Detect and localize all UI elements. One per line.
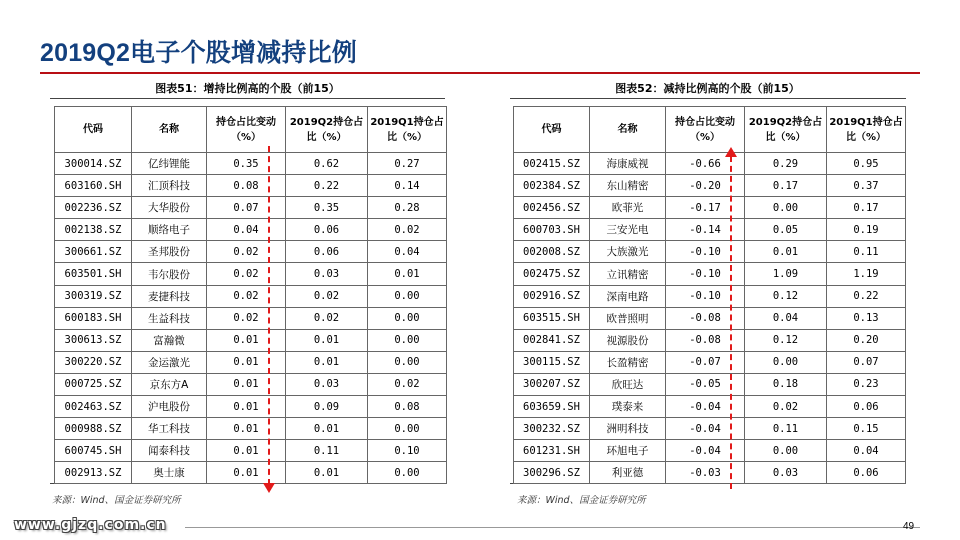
cell-q1-share: 0.04 xyxy=(368,241,447,263)
cell-change: -0.14 xyxy=(666,219,745,241)
cell-code: 002475.SZ xyxy=(514,263,590,285)
cell-q2-share: 0.29 xyxy=(745,153,827,175)
cell-code: 601231.SH xyxy=(514,440,590,462)
cell-q2-share: 0.11 xyxy=(745,418,827,440)
table-row xyxy=(514,285,906,307)
cell-change: 0.04 xyxy=(207,219,286,241)
table-row xyxy=(514,373,906,395)
cell-code: 600745.SH xyxy=(55,440,132,462)
cell-code: 002841.SZ xyxy=(514,329,590,351)
cell-q2-share: 0.01 xyxy=(745,241,827,263)
cell-q2-share: 0.09 xyxy=(286,396,368,418)
table-row xyxy=(514,396,906,418)
table-row xyxy=(514,153,906,175)
cell-code: 603659.SH xyxy=(514,396,590,418)
cell-name: 三安光电 xyxy=(590,219,666,241)
cell-code: 603501.SH xyxy=(55,263,132,285)
table-row xyxy=(55,175,447,197)
cell-change: -0.20 xyxy=(666,175,745,197)
cell-change: -0.04 xyxy=(666,396,745,418)
cell-name: 亿纬锂能 xyxy=(132,153,207,175)
header-q1-share: 2019Q1持仓占比（%） xyxy=(368,107,447,153)
cell-name: 生益科技 xyxy=(132,307,207,329)
up-arrow-icon xyxy=(725,147,737,157)
cell-q1-share: 0.10 xyxy=(368,440,447,462)
table-row xyxy=(514,219,906,241)
cell-change: -0.10 xyxy=(666,285,745,307)
cell-q2-share: 1.09 xyxy=(745,263,827,285)
cell-q1-share: 0.14 xyxy=(368,175,447,197)
cell-q1-share: 0.00 xyxy=(368,329,447,351)
cell-change: 0.02 xyxy=(207,241,286,263)
cell-name: 沪电股份 xyxy=(132,396,207,418)
cell-q2-share: 0.11 xyxy=(286,440,368,462)
header-q2-share: 2019Q2持仓占比（%） xyxy=(286,107,368,153)
table-header-row xyxy=(514,107,906,153)
cell-change: -0.07 xyxy=(666,351,745,373)
cell-change: 0.02 xyxy=(207,263,286,285)
cell-name: 欣旺达 xyxy=(590,373,666,395)
cell-q2-share: 0.03 xyxy=(286,373,368,395)
cell-code: 002384.SZ xyxy=(514,175,590,197)
table-row xyxy=(514,241,906,263)
cell-change: 0.01 xyxy=(207,396,286,418)
cell-code: 000725.SZ xyxy=(55,373,132,395)
cell-q2-share: 0.17 xyxy=(745,175,827,197)
cell-name: 大华股份 xyxy=(132,197,207,219)
cell-code: 300661.SZ xyxy=(55,241,132,263)
cell-q2-share: 0.62 xyxy=(286,153,368,175)
cell-q1-share: 0.06 xyxy=(827,462,906,484)
cell-change: 0.02 xyxy=(207,307,286,329)
header-q1-share: 2019Q1持仓占比（%） xyxy=(827,107,906,153)
cell-q2-share: 0.02 xyxy=(286,307,368,329)
cell-q2-share: 0.03 xyxy=(286,263,368,285)
cell-name: 视源股份 xyxy=(590,329,666,351)
cell-q1-share: 0.08 xyxy=(368,396,447,418)
cell-q2-share: 0.02 xyxy=(286,285,368,307)
cell-name: 欧菲光 xyxy=(590,197,666,219)
table-header-row xyxy=(55,107,447,153)
header-code: 代码 xyxy=(514,107,590,153)
cell-q1-share: 0.01 xyxy=(368,263,447,285)
cell-q1-share: 0.23 xyxy=(827,373,906,395)
cell-code: 300613.SZ xyxy=(55,329,132,351)
rise-trend-marker-line xyxy=(730,156,732,489)
cell-name: 麦捷科技 xyxy=(132,285,207,307)
cell-code: 300296.SZ xyxy=(514,462,590,484)
cell-code: 600183.SH xyxy=(55,307,132,329)
cell-q1-share: 0.20 xyxy=(827,329,906,351)
cell-name: 东山精密 xyxy=(590,175,666,197)
cell-name: 京东方A xyxy=(132,373,207,395)
cell-name: 长盈精密 xyxy=(590,351,666,373)
cell-name: 环旭电子 xyxy=(590,440,666,462)
table-row xyxy=(55,263,447,285)
table-row xyxy=(514,329,906,351)
table-row xyxy=(55,462,447,484)
cell-q2-share: 0.22 xyxy=(286,175,368,197)
cell-change: 0.08 xyxy=(207,175,286,197)
table-row xyxy=(514,197,906,219)
header-name: 名称 xyxy=(590,107,666,153)
table-row xyxy=(55,197,447,219)
cell-q1-share: 0.27 xyxy=(368,153,447,175)
cell-code: 603515.SH xyxy=(514,307,590,329)
cell-change: -0.08 xyxy=(666,329,745,351)
table-row xyxy=(514,351,906,373)
right-source-note: 来源：Wind、国金证券研究所 xyxy=(517,495,646,506)
cell-code: 002008.SZ xyxy=(514,241,590,263)
cell-name: 欧普照明 xyxy=(590,307,666,329)
cell-q1-share: 0.00 xyxy=(368,351,447,373)
cell-q2-share: 0.35 xyxy=(286,197,368,219)
table-row xyxy=(514,418,906,440)
cell-code: 000988.SZ xyxy=(55,418,132,440)
cell-name: 闻泰科技 xyxy=(132,440,207,462)
website-watermark: www.gjzq.com.cn xyxy=(14,517,167,533)
cell-q2-share: 0.18 xyxy=(745,373,827,395)
table-row xyxy=(55,241,447,263)
cell-q2-share: 0.02 xyxy=(745,396,827,418)
table-row xyxy=(55,418,447,440)
header-name: 名称 xyxy=(132,107,207,153)
cell-q2-share: 0.12 xyxy=(745,285,827,307)
header-q2-share: 2019Q2持仓占比（%） xyxy=(745,107,827,153)
cell-code: 002236.SZ xyxy=(55,197,132,219)
cell-name: 洲明科技 xyxy=(590,418,666,440)
cell-change: -0.10 xyxy=(666,241,745,263)
table-row xyxy=(55,396,447,418)
cell-change: 0.35 xyxy=(207,153,286,175)
cell-code: 300115.SZ xyxy=(514,351,590,373)
table-row xyxy=(514,462,906,484)
cell-change: 0.01 xyxy=(207,462,286,484)
cell-change: 0.01 xyxy=(207,351,286,373)
table-row xyxy=(55,285,447,307)
cell-code: 300319.SZ xyxy=(55,285,132,307)
title-divider xyxy=(40,72,920,74)
table-row xyxy=(514,440,906,462)
cell-change: -0.04 xyxy=(666,440,745,462)
cell-code: 002456.SZ xyxy=(514,197,590,219)
down-arrow-icon xyxy=(263,483,275,493)
cell-name: 汇顶科技 xyxy=(132,175,207,197)
cell-name: 金运激光 xyxy=(132,351,207,373)
table-row xyxy=(55,440,447,462)
cell-q2-share: 0.00 xyxy=(745,440,827,462)
cell-q1-share: 0.02 xyxy=(368,373,447,395)
cell-q1-share: 0.00 xyxy=(368,462,447,484)
cell-code: 300220.SZ xyxy=(55,351,132,373)
header-change: 持仓占比变动（%） xyxy=(207,107,286,153)
cell-name: 奥士康 xyxy=(132,462,207,484)
cell-code: 002913.SZ xyxy=(55,462,132,484)
cell-q1-share: 0.19 xyxy=(827,219,906,241)
cell-name: 璞泰来 xyxy=(590,396,666,418)
cell-name: 深南电路 xyxy=(590,285,666,307)
table-row xyxy=(55,219,447,241)
cell-q2-share: 0.05 xyxy=(745,219,827,241)
cell-change: -0.10 xyxy=(666,263,745,285)
cell-name: 利亚德 xyxy=(590,462,666,484)
cell-change: 0.07 xyxy=(207,197,286,219)
cell-change: -0.04 xyxy=(666,418,745,440)
decrease-holdings-table xyxy=(513,106,906,484)
header-code: 代码 xyxy=(55,107,132,153)
cell-q1-share: 0.15 xyxy=(827,418,906,440)
cell-q1-share: 0.00 xyxy=(368,418,447,440)
cell-q2-share: 0.06 xyxy=(286,241,368,263)
cell-q2-share: 0.01 xyxy=(286,351,368,373)
cell-code: 002916.SZ xyxy=(514,285,590,307)
cell-name: 富瀚微 xyxy=(132,329,207,351)
cell-name: 圣邦股份 xyxy=(132,241,207,263)
cell-change: -0.05 xyxy=(666,373,745,395)
cell-name: 顺络电子 xyxy=(132,219,207,241)
page-title: 2019Q2电子个股增减持比例 xyxy=(40,39,357,67)
cell-name: 大族激光 xyxy=(590,241,666,263)
table-row xyxy=(55,153,447,175)
cell-name: 韦尔股份 xyxy=(132,263,207,285)
cell-change: -0.17 xyxy=(666,197,745,219)
cell-q1-share: 0.06 xyxy=(827,396,906,418)
header-change: 持仓占比变动（%） xyxy=(666,107,745,153)
table-row xyxy=(55,329,447,351)
cell-q2-share: 0.03 xyxy=(745,462,827,484)
cell-q1-share: 0.22 xyxy=(827,285,906,307)
cell-q1-share: 0.00 xyxy=(368,285,447,307)
cell-code: 002415.SZ xyxy=(514,153,590,175)
cell-q1-share: 0.11 xyxy=(827,241,906,263)
cell-q2-share: 0.00 xyxy=(745,351,827,373)
cell-change: -0.08 xyxy=(666,307,745,329)
cell-q1-share: 1.19 xyxy=(827,263,906,285)
table-row xyxy=(55,351,447,373)
cell-q1-share: 0.02 xyxy=(368,219,447,241)
cell-name: 华工科技 xyxy=(132,418,207,440)
cell-q2-share: 0.04 xyxy=(745,307,827,329)
left-table-caption: 图表51：增持比例高的个股（前15） xyxy=(155,82,340,95)
table-row xyxy=(514,263,906,285)
footer-divider xyxy=(185,527,920,528)
cell-change: 0.01 xyxy=(207,373,286,395)
cell-q1-share: 0.37 xyxy=(827,175,906,197)
cell-q1-share: 0.13 xyxy=(827,307,906,329)
cell-code: 603160.SH xyxy=(55,175,132,197)
increase-holdings-table xyxy=(54,106,447,484)
left-source-note: 来源：Wind、国金证券研究所 xyxy=(52,495,181,506)
decline-trend-marker-line xyxy=(268,146,270,485)
cell-change: -0.03 xyxy=(666,462,745,484)
cell-name: 海康威视 xyxy=(590,153,666,175)
cell-q2-share: 0.12 xyxy=(745,329,827,351)
cell-q2-share: 0.00 xyxy=(745,197,827,219)
cell-q1-share: 0.07 xyxy=(827,351,906,373)
cell-change: 0.01 xyxy=(207,440,286,462)
cell-code: 300207.SZ xyxy=(514,373,590,395)
cell-q1-share: 0.00 xyxy=(368,307,447,329)
cell-q1-share: 0.95 xyxy=(827,153,906,175)
cell-q1-share: 0.17 xyxy=(827,197,906,219)
cell-code: 002463.SZ xyxy=(55,396,132,418)
table-row xyxy=(55,373,447,395)
page-number: 49 xyxy=(903,521,915,532)
cell-q1-share: 0.04 xyxy=(827,440,906,462)
cell-change: 0.01 xyxy=(207,418,286,440)
cell-code: 300232.SZ xyxy=(514,418,590,440)
cell-name: 立讯精密 xyxy=(590,263,666,285)
cell-code: 300014.SZ xyxy=(55,153,132,175)
cell-q1-share: 0.28 xyxy=(368,197,447,219)
cell-change: -0.66 xyxy=(666,153,745,175)
cell-change: 0.01 xyxy=(207,329,286,351)
cell-code: 002138.SZ xyxy=(55,219,132,241)
table-row xyxy=(514,175,906,197)
cell-code: 600703.SH xyxy=(514,219,590,241)
cell-q2-share: 0.01 xyxy=(286,462,368,484)
cell-q2-share: 0.01 xyxy=(286,329,368,351)
cell-q2-share: 0.06 xyxy=(286,219,368,241)
cell-change: 0.02 xyxy=(207,285,286,307)
right-table-caption: 图表52：减持比例高的个股（前15） xyxy=(615,82,800,95)
table-row xyxy=(514,307,906,329)
table-row xyxy=(55,307,447,329)
cell-q2-share: 0.01 xyxy=(286,418,368,440)
